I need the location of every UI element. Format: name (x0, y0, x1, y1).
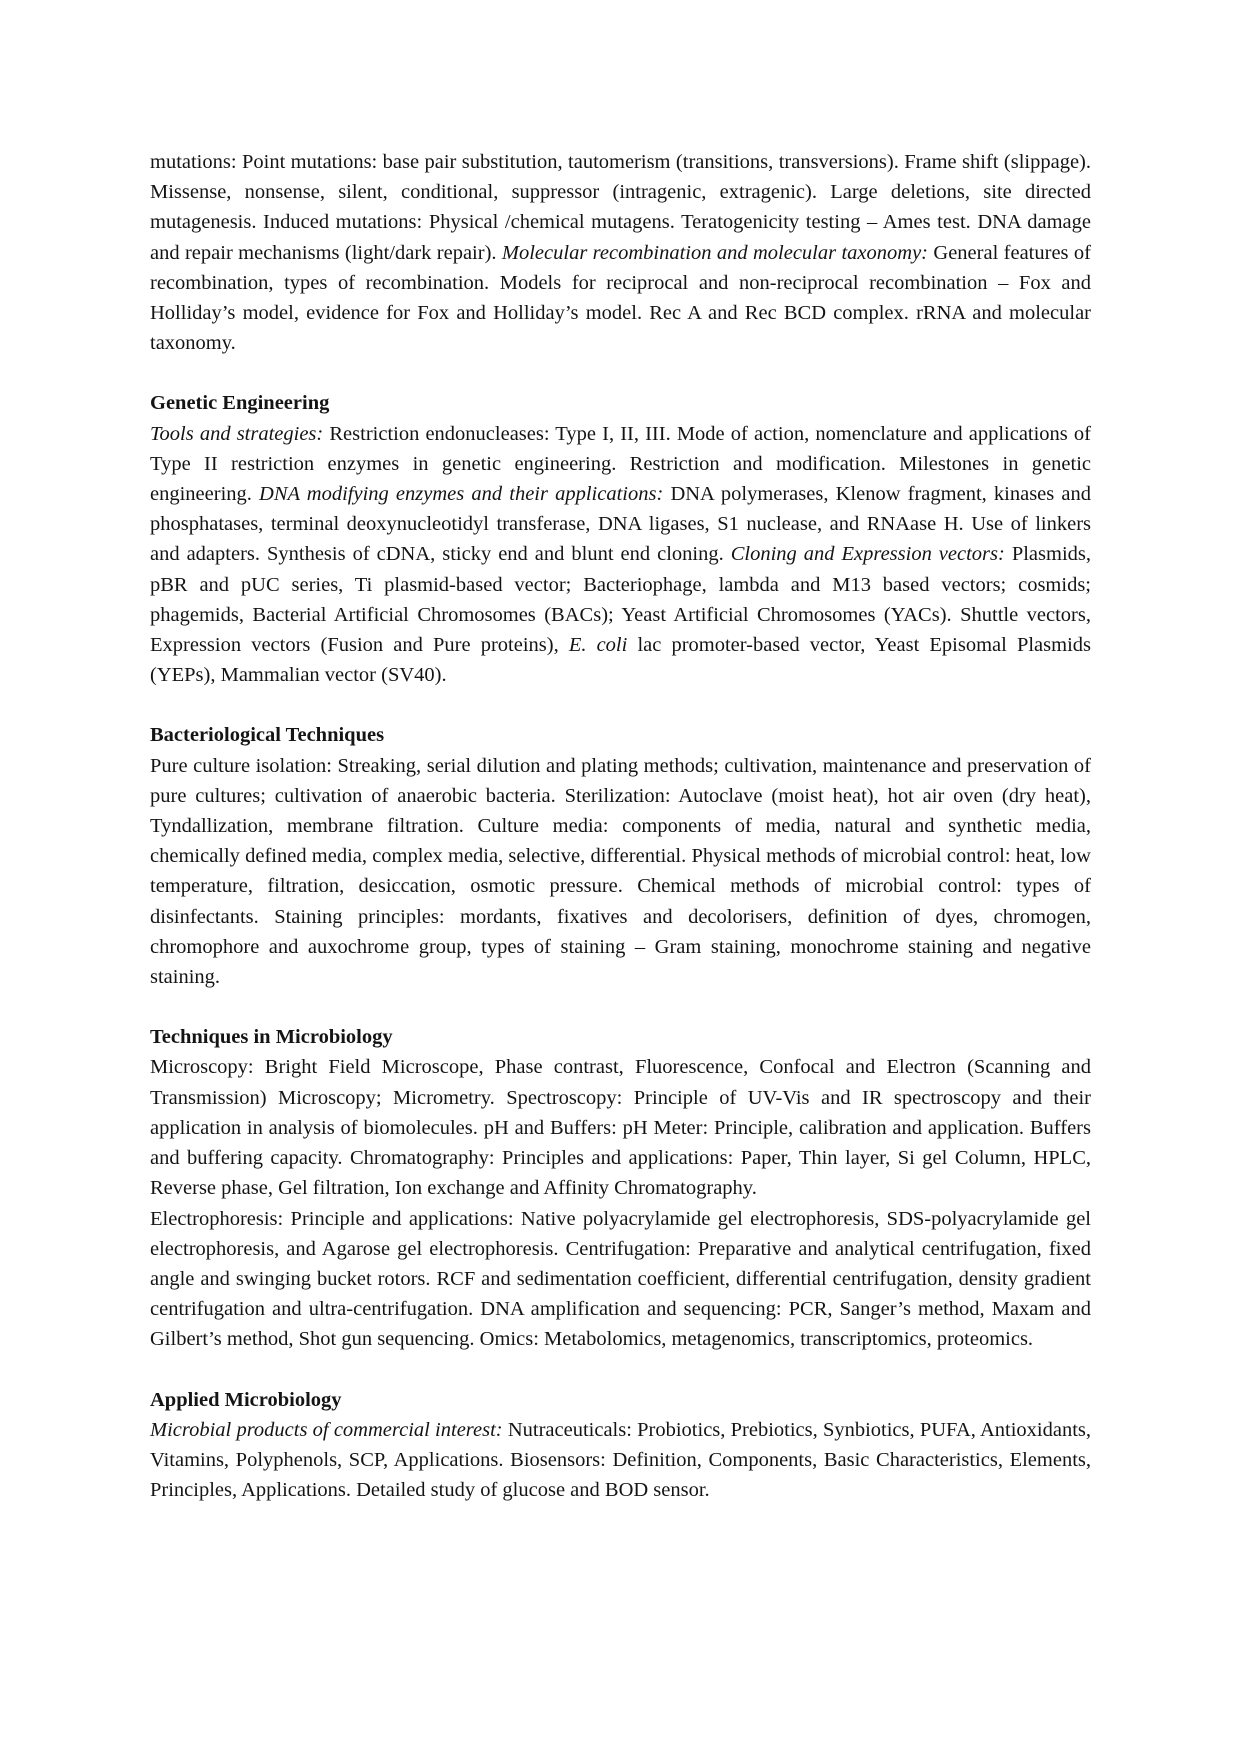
paragraph-text: DNA polymerases, Klenow fragment, kinases and phosphatases, terminal deoxynucleotidyl transferase, DNA ligases, S1 nuclease, and RNAase H. Use of linkers and adapters. Synthesis of cDNA, sticky end and blunt end cloning. (150, 483, 1091, 566)
italic-term: Tools and strategies: (150, 422, 324, 445)
italic-term: E. coli (568, 634, 628, 657)
section-paragraph (150, 419, 1091, 691)
section-bacteriological-techniques (150, 720, 1091, 992)
document-page (150, 147, 1091, 1505)
paragraph-text: Plasmids, pBR and pUC series, Ti plasmid-based vector; Bacteriophage, lambda and M13 based vectors; cosmids; phagemids, Bacterial Artificial Chromosomes (BACs); Yeast Artificial Chromosomes (YACs). Shuttle vectors, Expression vectors (Fusion and Pure proteins), (150, 543, 1091, 657)
section-applied-microbiology (150, 1385, 1091, 1506)
section-paragraph: Electrophoresis: Principle and applications: Native polyacrylamide gel electrophoresis, SDS-polyacrylamide gel electrophoresis, and Agarose gel electrophoresis. Centrifugation: Preparative and analytical centrifugation, fixed angle and swinging bucket rotors. RCF and sedimentation coefficient, differential centrifugation, density gradient centrifugation and ultra-centrifugation. DNA amplification and sequencing: PCR, Sanger’s method, Maxam and Gilbert’s method, Shot gun sequencing. Omics: Metabolomics, metagenomics, transcriptomics, proteomics. (150, 1207, 1091, 1351)
italic-term: Microbial products of commercial interest: (150, 1418, 503, 1441)
section-genetic-engineering (150, 388, 1091, 690)
section-heading: Genetic Engineering (150, 392, 330, 415)
paragraph-text: lac promoter-based vector, Yeast Episomal Plasmids (YEPs), Mammalian vector (SV40). (150, 634, 1092, 687)
italic-term: DNA modifying enzymes and their applications: (259, 483, 664, 506)
section-heading: Applied Microbiology (150, 1388, 342, 1411)
intro-paragraph (150, 147, 1091, 358)
paragraph-text: Nutraceuticals: Probiotics, Prebiotics, Synbiotics, PUFA, Antioxidants, Vitamins, Polyphenols, SCP, Applications. Biosensors: Definition, Components, Basic Characteristics, Elements, Principles, Applications. Detailed study of glucose and BOD sensor. (150, 1418, 1091, 1502)
section-heading: Techniques in Microbiology (150, 1026, 393, 1049)
section-heading: Bacteriological Techniques (150, 724, 385, 747)
intro-italic-1: Molecular recombination and molecular taxonomy: (501, 241, 929, 264)
paragraph-text: Restriction endonucleases: Type I, II, III. Mode of action, nomenclature and applications of Type II restriction enzymes in genetic engineering. Restriction and modification. Milestones in genetic engineering. (150, 422, 1091, 506)
intro-text-1: mutations: Point mutations: base pair substitution, tautomerism (transitions, transversions). Frame shift (slippage). Missense, nonsense, silent, conditional, suppressor (intragenic, extragenic). Large deletions, site directed mutagenesis. Induced mutations: Physical /chemical mutagens. Teratogenicity testing – Ames test. DNA damage and repair mechanisms (light/dark repair). (150, 151, 1091, 264)
section-techniques-in-microbiology (150, 1022, 1091, 1354)
italic-term: Cloning and Expression vectors: (730, 543, 1005, 566)
section-paragraph: Microscopy: Bright Field Microscope, Phase contrast, Fluorescence, Confocal and Electron (Scanning and Transmission) Microscopy; Micrometry. Spectroscopy: Principle of UV-Vis and IR spectroscopy and their application in analysis of biomolecules. pH and Buffers: pH Meter: Principle, calibration and application. Buffers and buffering capacity. Chromatography: Principles and applications: Paper, Thin layer, Si gel Column, HPLC, Reverse phase, Gel filtration, Ion exchange and Affinity Chromatography. (150, 1056, 1091, 1200)
intro-text-2: General features of recombination, types of recombination. Models for reciprocal and non-reciprocal recombination – Fox and Holliday’s model, evidence for Fox and Holliday’s model. Rec A and Rec BCD complex. rRNA and molecular taxonomy. (150, 241, 1091, 355)
section-paragraph (150, 1415, 1091, 1506)
section-paragraph: Pure culture isolation: Streaking, serial dilution and plating methods; cultivation, maintenance and preservation of pure cultures; cultivation of anaerobic bacteria. Sterilization: Autoclave (moist heat), hot air oven (dry heat), Tyndallization, membrane filtration. Culture media: components of media, natural and synthetic media, chemically defined media, complex media, selective, differential. Physical methods of microbial control: heat, low temperature, filtration, desiccation, osmotic pressure. Chemical methods of microbial control: types of disinfectants. Staining principles: mordants, fixatives and decolorisers, definition of dyes, chromogen, chromophore and auxochrome group, types of staining – Gram staining, monochrome staining and negative staining. (150, 754, 1091, 989)
